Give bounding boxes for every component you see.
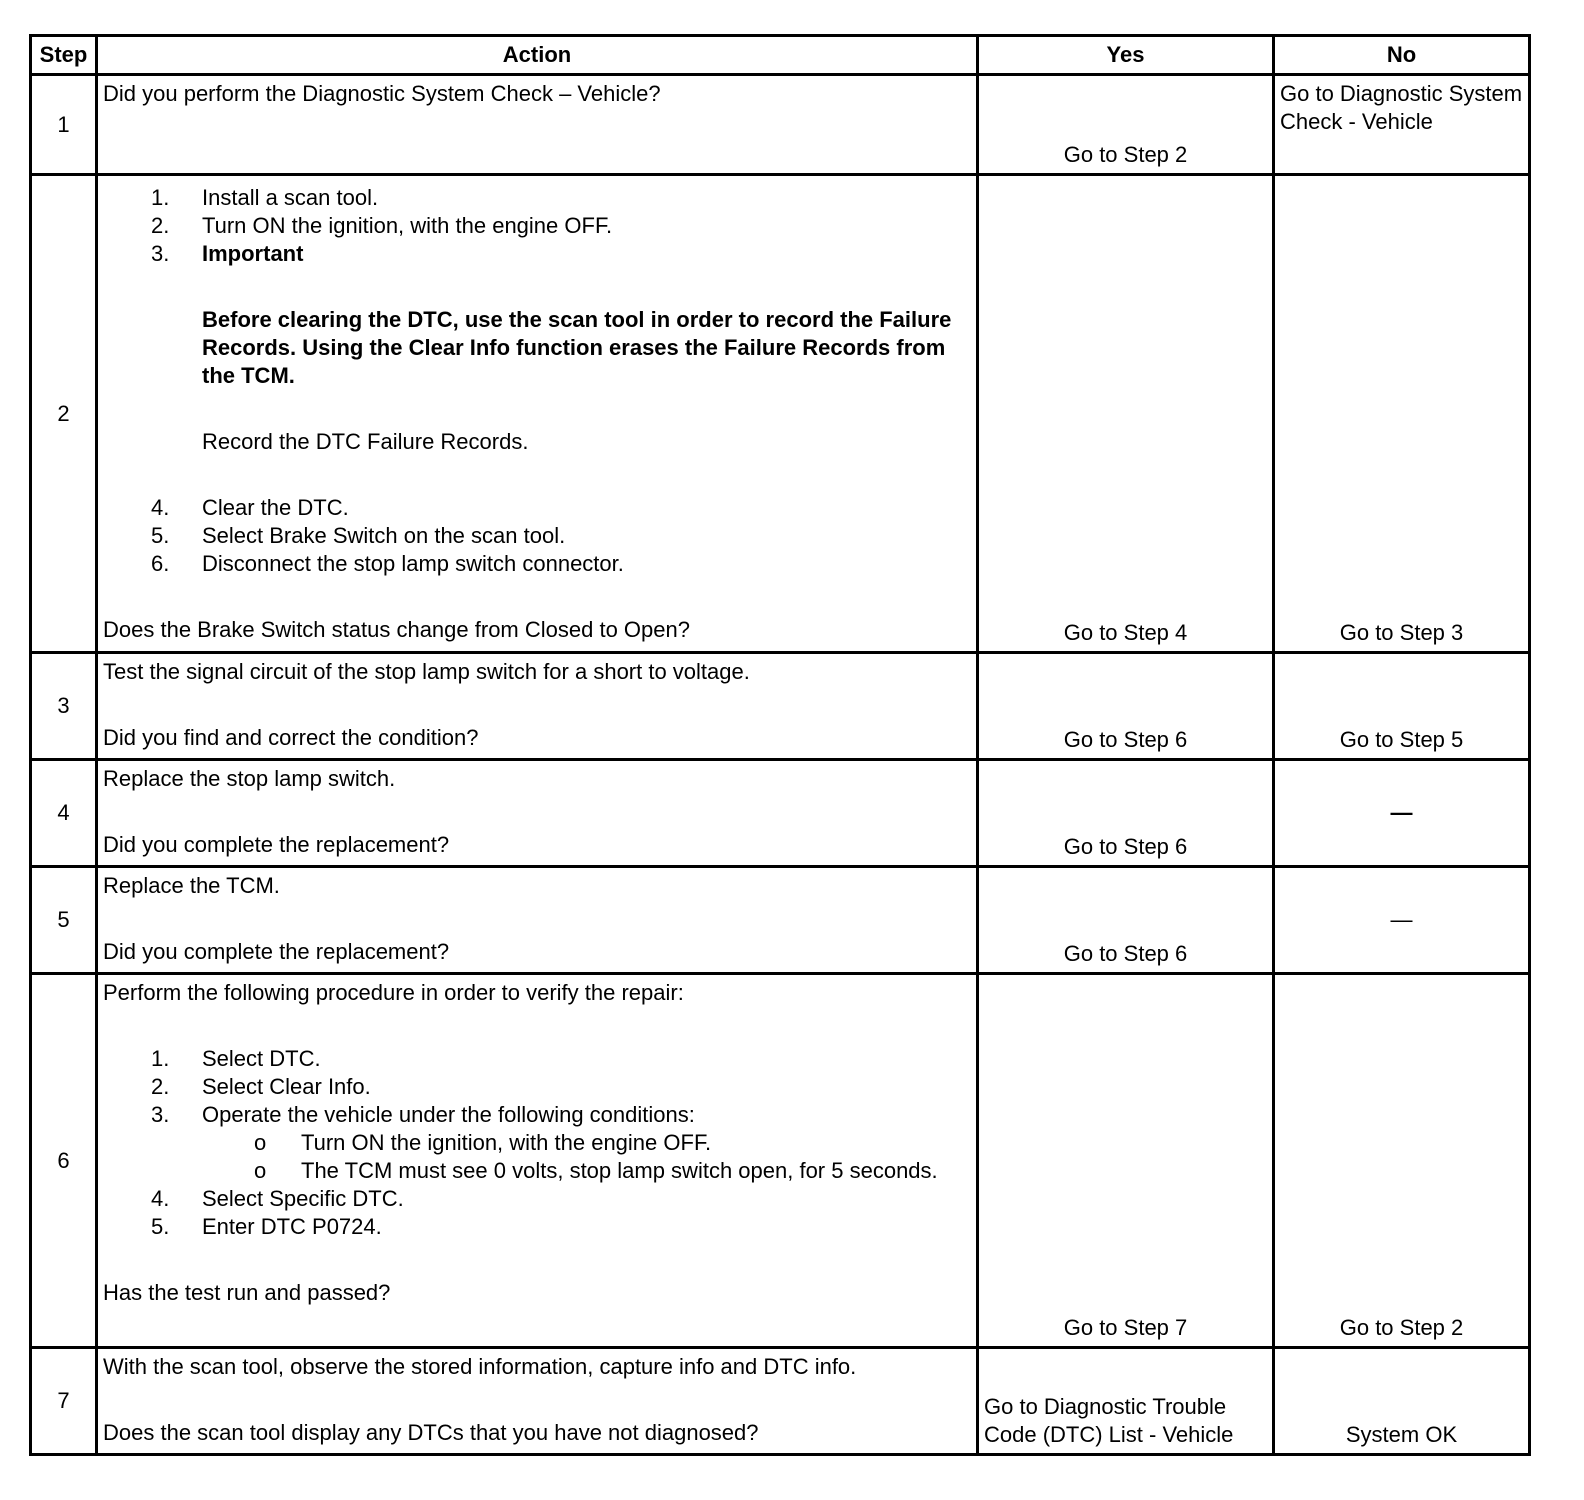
header-step: Step [31,36,97,75]
action-cell [97,974,978,1348]
list-item: 4. Clear the DTC. [151,495,349,520]
list-item: 3. Operate the vehicle under the following conditions: o Turn ON the ignition, with the engine OFF. o The TCM must see 0 volts, stop lamp switch open, for 5 seconds. [103,1101,971,1185]
list-item: 2. Turn ON the ignition, with the engine OFF. [151,213,613,238]
header-row [31,36,1530,75]
list-item: 6. Disconnect the stop lamp switch connector. [151,551,624,576]
yes-cell: Go to Step 7 [978,974,1274,1348]
question-text: Does the Brake Switch status change from Closed to Open? [103,617,690,642]
procedure-list [103,184,971,268]
record-instruction: Record the DTC Failure Records. [202,429,529,454]
action-text: Did you perform the Diagnostic System Check – Vehicle? [103,81,661,106]
table-row [31,75,1530,175]
question-text: Did you complete the replacement? [103,939,450,964]
table-row [31,760,1530,867]
action-cell [97,75,978,175]
no-cell: Go to Step 3 [1274,175,1530,653]
procedure-list [103,1045,971,1241]
step-number: 4 [31,760,97,867]
condition-list [202,1129,971,1185]
table-row [31,175,1530,653]
no-cell: — [1274,760,1530,867]
yes-cell: Go to Diagnostic Trouble Code (DTC) List - Vehicle [978,1348,1274,1455]
yes-cell: Go to Step 6 [978,760,1274,867]
table-row [31,867,1530,974]
header-no: No [1274,36,1530,75]
list-item: 1. Install a scan tool. [151,185,379,210]
yes-cell: Go to Step 2 [978,75,1274,175]
list-item: 5. Select Brake Switch on the scan tool. [151,523,566,548]
table-row [31,974,1530,1348]
action-text: Perform the following procedure in order to verify the repair: [103,980,684,1005]
question-text: Did you complete the replacement? [103,832,450,857]
action-cell [97,1348,978,1455]
step-number: 3 [31,653,97,760]
table-row [31,1348,1530,1455]
question-text: Did you find and correct the condition? [103,725,479,750]
no-cell: — [1274,867,1530,974]
no-cell: Go to Step 5 [1274,653,1530,760]
action-cell [97,760,978,867]
diagnostic-table [29,34,1531,1456]
step-number: 2 [31,175,97,653]
no-cell: Go to Step 2 [1274,974,1530,1348]
list-item: 1. Select DTC. [151,1046,321,1071]
list-item: o Turn ON the ignition, with the engine OFF. [254,1130,712,1155]
yes-cell: Go to Step 6 [978,867,1274,974]
question-text: Does the scan tool display any DTCs that you have not diagnosed? [103,1420,759,1445]
step-number: 6 [31,974,97,1348]
action-text: With the scan tool, observe the stored information, capture info and DTC info. [103,1354,857,1379]
header-action: Action [97,36,978,75]
no-cell: System OK [1274,1348,1530,1455]
yes-cell: Go to Step 4 [978,175,1274,653]
yes-cell: Go to Step 6 [978,653,1274,760]
list-item: 2. Select Clear Info. [151,1074,371,1099]
action-text: Test the signal circuit of the stop lamp switch for a short to voltage. [103,659,750,684]
step-number: 1 [31,75,97,175]
list-item: 3. Important [151,241,304,266]
step-number: 5 [31,867,97,974]
list-item: o The TCM must see 0 volts, stop lamp switch open, for 5 seconds. [254,1158,938,1183]
step-number: 7 [31,1348,97,1455]
action-cell [97,175,978,653]
no-cell: Go to Diagnostic System Check - Vehicle [1274,75,1530,175]
action-text: Replace the stop lamp switch. [103,766,396,791]
action-text: Replace the TCM. [103,873,280,898]
action-cell [97,867,978,974]
table-row [31,653,1530,760]
question-text: Has the test run and passed? [103,1280,391,1305]
list-item: 5. Enter DTC P0724. [151,1214,382,1239]
header-yes: Yes [978,36,1274,75]
action-cell [97,653,978,760]
list-item: 4. Select Specific DTC. [151,1186,404,1211]
procedure-list [103,494,971,578]
important-note: Before clearing the DTC, use the scan tool in order to record the Failure Records. Using the Clear Info function erases the Failure Records from the TCM. [202,307,952,388]
